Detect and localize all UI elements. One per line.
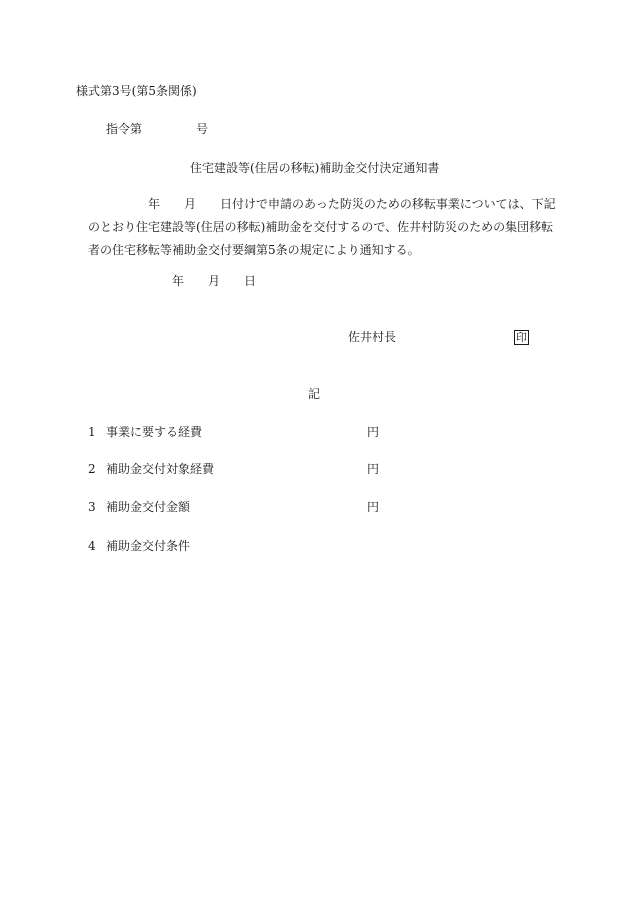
- issuer-name: 佐井村長: [348, 330, 397, 344]
- directive-prefix: 指令第: [106, 122, 143, 136]
- note-heading: 記: [308, 387, 321, 401]
- body-date-year: 年: [148, 197, 161, 211]
- form-number: 様式第3号(第5条関係): [76, 84, 197, 98]
- item-label: 補助金交付条件: [106, 539, 191, 553]
- issue-date-day: 日: [244, 274, 257, 288]
- item-number: 1: [88, 425, 96, 439]
- issue-date-year: 年: [172, 274, 185, 288]
- item-unit: 円: [367, 425, 380, 439]
- item-unit: 円: [367, 462, 380, 476]
- body-line-1: 日付けで申請のあった防災のための移転事業については、下記: [220, 197, 556, 211]
- item-number: 4: [88, 539, 96, 553]
- item-label: 補助金交付対象経費: [106, 462, 215, 476]
- item-label: 事業に要する経費: [106, 425, 203, 439]
- body-line-3: 者の住宅移転等補助金交付要綱第5条の規定により通知する。: [88, 243, 420, 257]
- directive-suffix: 号: [196, 122, 209, 136]
- document-title: 住宅建設等(住居の移転)補助金交付決定通知書: [190, 161, 440, 175]
- item-label: 補助金交付金額: [106, 500, 191, 514]
- item-number: 3: [88, 500, 96, 514]
- item-unit: 円: [367, 500, 380, 514]
- item-number: 2: [88, 462, 96, 476]
- issue-date-month: 月: [208, 274, 221, 288]
- seal-mark: 印: [516, 331, 527, 344]
- body-line-2: のとおり住宅建設等(住居の移転)補助金を交付するので、佐井村防災のための集団移転: [88, 220, 554, 234]
- body-date-month: 月: [184, 197, 197, 211]
